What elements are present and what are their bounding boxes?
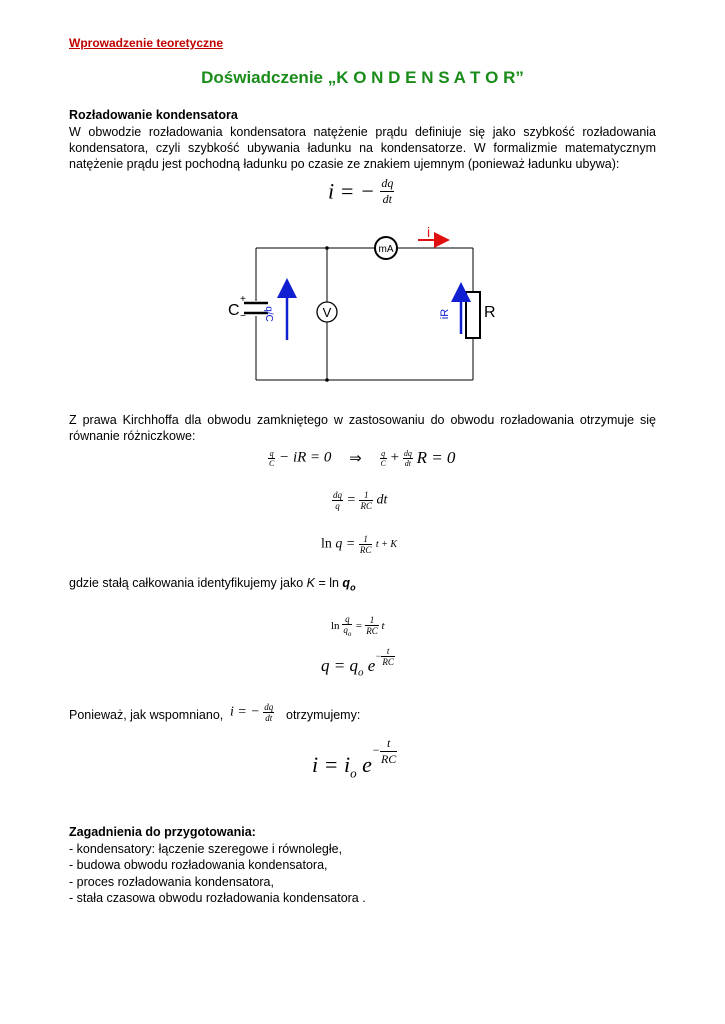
resistor-voltage-label: iR [439,308,451,320]
section-heading: Rozładowanie kondensatora [69,108,238,122]
junction-bottom [325,378,329,382]
preparation-heading: Zagadnienia do przygotowania: [69,825,256,839]
junction-top [325,246,329,250]
milliammeter-label: mA [378,244,394,255]
capacitor-voltage-label: q/C [263,306,274,322]
voltmeter-label: V [322,305,332,320]
because-text: Ponieważ, jak wspomniano, [69,708,224,722]
list-item: - proces rozładowania kondensatora, [69,874,274,889]
page-title: Doświadczenie „K O N D E N S A T O R” [201,68,524,87]
circuit-diagram [210,222,510,387]
header-link[interactable]: Wprowadzenie teoretyczne [69,36,224,50]
equation-kirchhoff: $\frac{q}{C}$ − iR = 0 ⇒ $\frac{q}{C}$ + $\frac{dq}{dt}$ R = 0 [269,448,456,468]
capacitor-minus: − [240,311,246,322]
equation-separated: $\frac{dq}{q}$ = $\frac{1}{RC}$ dt [333,490,388,511]
obtain-text: otrzymujemy: [286,708,361,722]
equation-current-reminder: i = − $\frac{dq}{dt}$ [230,702,274,723]
capacitor-plus: + [240,294,246,305]
preparation-list [69,824,366,907]
resistor-symbol [466,292,480,338]
list-item: - stała czasowa obwodu rozładowania kondensatora . [69,891,366,905]
equation-current-decay: $i = i_o$ $e^{- \frac{t}{RC}}$ [312,735,397,781]
current-label: i [427,224,431,240]
equation-log-ratio: ln $\frac{q}{q_o}$ = $\frac{1}{RC}$ t [331,614,385,638]
equation-integrated: ln q = $\frac{1}{RC}$ t + K [321,534,398,555]
equation-charge-decay: $q = q_o$ $e^{- \frac{t}{RC}}$ [321,646,394,679]
capacitor-label: C [228,302,240,319]
intro-paragraph: W obwodzie rozładowania kondensatora natężenie prądu definiuje się jako szybkość rozładowania kondensatora, czyli szybkość ubywania ładunku na kondensatorze. W formalizmie matematycznym natężenie prądu jest pochodną ładunku po czasie ze znakiem ujemnym (ponieważ ładunku ubywa): [69,125,656,172]
resistor-label: R [484,304,496,321]
kirchhoff-paragraph: Z prawa Kirchhoffa dla obwodu zamkniętego w zastosowaniu do obwodu rozładowania otrzymuje się równanie różniczkowe: [69,413,656,444]
constant-sentence: gdzie stałą całkowania identyfikujemy jako $K = \ln q_o$ [69,576,356,593]
equation-current-definition: i = − $\frac{dq}{dt}$ [328,176,394,206]
list-item: - kondensatory: łączenie szeregowe i równoległe, [69,841,343,856]
list-item: - budowa obwodu rozładowania kondensatora, [69,858,328,872]
